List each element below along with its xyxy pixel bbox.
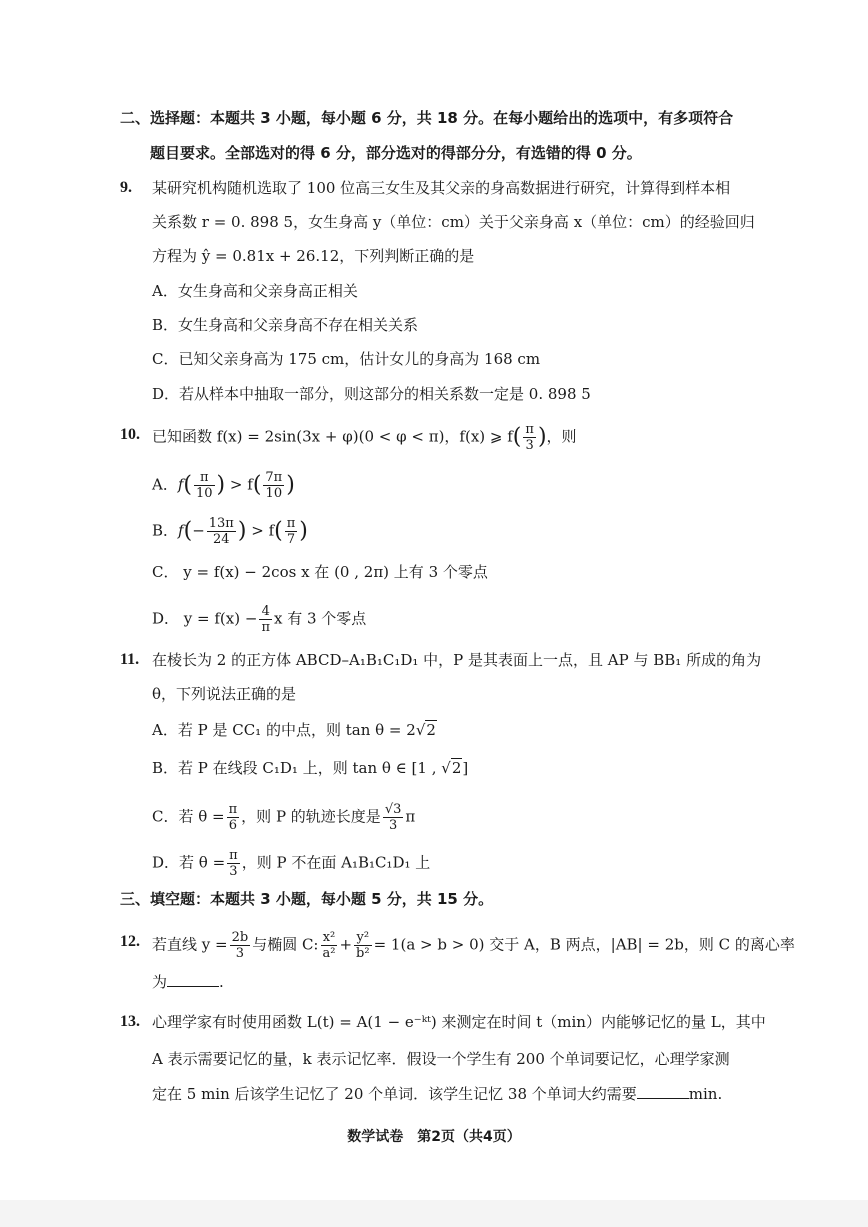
question-9-stem-line3: 方程为 ŷ = 0.81x + 26.12，下列判断正确的是 — [152, 247, 475, 265]
question-13-stem-line3: 定在 5 min 后该学生记忆了 20 个单词．该学生记忆 38 个单词大约需要 min. — [152, 1085, 723, 1103]
question-9-option-c: C．已知父亲身高为 175 cm，估计女儿的身高为 168 cm — [152, 350, 541, 368]
question-9-option-a: A．女生身高和父亲身高正相关 — [152, 282, 358, 300]
section-2-heading-line2: 题目要求。全部选对的得 6 分，部分选对的得部分分，有选错的得 0 分。 — [150, 144, 642, 162]
question-11-option-d: D．若 θ = $\frac{\pi}{3}$ ，则 P 不在面 A₁B₁C₁D₁ 上 — [152, 848, 431, 879]
section-3-heading: 三、填空题：本题共 3 小题，每小题 5 分，共 15 分。 — [120, 890, 494, 908]
question-13-number: 13. — [120, 1013, 140, 1030]
question-9-number: 9. — [120, 179, 132, 196]
question-12-number: 12. — [120, 933, 140, 950]
question-13-stem-line2: A 表示需要记忆的量，k 表示记忆率．假设一个学生有 200 个单词要记忆，心理学家测 — [152, 1050, 730, 1068]
question-11-stem-line1: 在棱长为 2 的正方体 ABCD–A₁B₁C₁D₁ 中，P 是其表面上一点，且 AP 与 BB₁ 所成的角为 — [152, 651, 762, 669]
question-10-option-c: C． y = f(x) − 2cos x 在 (0 , 2π) 上有 3 个零点 — [152, 563, 488, 581]
question-10-option-d: D． y = f(x) − $\frac{4}{\pi}$ x 有 3 个零点 — [152, 604, 367, 635]
question-10-stem-text: 已知函数 f(x) = 2sin(3x + φ)(0 < φ < π)，f(x) ⩾ f — [152, 427, 513, 446]
question-11-option-a: A．若 P 是 CC₁ 的中点，则 tan θ = 2√2 — [152, 721, 436, 739]
question-11-option-b: B．若 P 在线段 C₁D₁ 上，则 tan θ ∈ [1 , √2] — [152, 759, 469, 777]
question-12-stem-line2: 为 . — [152, 973, 224, 991]
answer-blank[interactable] — [637, 1084, 689, 1099]
question-11-stem-line2: θ，下列说法正确的是 — [152, 685, 297, 703]
page-footer: 数学试卷 第2页（共4页） — [347, 1129, 521, 1145]
page-bottom-edge — [0, 1200, 868, 1227]
question-9-option-d: D．若从样本中抽取一部分，则这部分的相关系数一定是 0. 898 5 — [152, 385, 591, 403]
question-13-stem-line1: 心理学家有时使用函数 L(t) = A(1 − e⁻ᵏᵗ) 来测定在时间 t（min）内能够记忆的量 L，其中 — [152, 1013, 766, 1031]
question-9-stem-line2: 关系数 r = 0. 898 5，女生身高 y（单位：cm）关于父亲身高 x（单位：cm）的经验回归 — [152, 213, 755, 231]
question-11-number: 11. — [120, 651, 140, 668]
question-10-option-b: B．f(− $\frac{13\pi}{24}$ ) > f( $\frac{\pi}{7}$ ) — [152, 516, 308, 547]
question-10-option-a: A．f( $\frac{\pi}{10}$ ) > f( $\frac{7\pi}{10}$ ) — [152, 470, 295, 501]
answer-blank[interactable] — [167, 972, 219, 987]
question-10-stem-end: ，则 — [546, 427, 577, 446]
section-2-heading-line1: 二、选择题：本题共 3 小题，每小题 6 分，共 18 分。在每小题给出的选项中，有多项符合 — [120, 109, 734, 127]
question-9-option-b: B．女生身高和父亲身高不存在相关关系 — [152, 316, 419, 334]
question-10-number: 10. — [120, 426, 140, 443]
question-11-option-c: C．若 θ = $\frac{\pi}{6}$ ，则 P 的轨迹长度是 $\frac{√3}{3}$ π — [152, 802, 416, 833]
question-10-stem: 已知函数 f(x) = 2sin(3x + φ)(0 < φ < π)，f(x) ⩾ f( $\frac{\pi}{3}$ )，则 — [152, 422, 577, 453]
fraction-pi-over-3: $\frac{\pi}{3}$ — [525, 422, 534, 453]
question-9-stem-line1: 某研究机构随机选取了 100 位高三女生及其父亲的身高数据进行研究，计算得到样本相 — [152, 179, 731, 197]
question-12-stem-line1: 若直线 y = $\frac{2b}{3}$ 与椭圆 C: $\frac{\text{x²}}{\text{a²}}$ + $\frac{\text{y²}}{\text{b²}}$ = 1(a > b > 0) 交于 A，B 两点，|AB| = 2b，则 C 的离心率 — [152, 930, 795, 961]
